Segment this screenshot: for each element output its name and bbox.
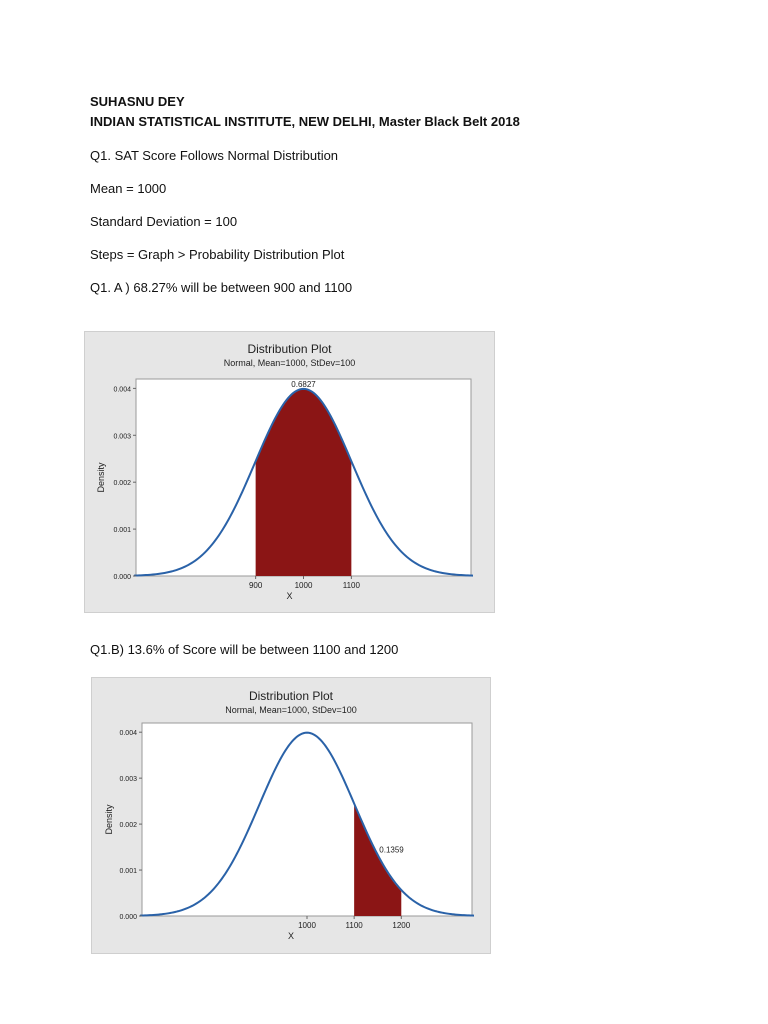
author-name: SUHASNU DEY — [90, 94, 185, 109]
std-dev-line: Standard Deviation = 100 — [90, 214, 238, 229]
affiliation: INDIAN STATISTICAL INSTITUTE, NEW DELHI, Master Black Belt 2018 — [90, 114, 520, 129]
x-axis-label: X — [287, 931, 295, 941]
mean-line: Mean = 1000 — [90, 181, 167, 196]
question-1: Q1. SAT Score Follows Normal Distribution — [90, 148, 339, 163]
plot-area — [142, 723, 472, 916]
probability-label: 0.6827 — [291, 379, 316, 389]
y-tick-label: 0.002 — [113, 480, 131, 488]
plot-subtitle: Normal, Mean=1000, StDev=100 — [225, 705, 357, 715]
distribution-plot-1 — [84, 331, 495, 613]
x-axis-label: X — [286, 591, 293, 601]
y-axis-label: Density — [96, 462, 106, 493]
y-tick-label: 0.000 — [119, 914, 137, 921]
x-tick-label: 1200 — [392, 921, 411, 930]
y-tick-label: 0.004 — [119, 730, 137, 738]
y-axis-label: Density — [104, 804, 114, 835]
x-tick-label: 1000 — [294, 581, 313, 590]
y-tick-label: 0.002 — [119, 822, 137, 830]
question-1b: Q1.B) 13.6% of Score will be between 1100 and 1200 — [90, 642, 399, 657]
question-1a: Q1. A ) 68.27% will be between 900 and 1100 — [90, 280, 353, 295]
x-tick-label: 1100 — [342, 581, 360, 590]
x-tick-label: 900 — [248, 581, 263, 590]
x-tick-label: 1000 — [298, 921, 316, 930]
plot-title: Distribution Plot — [248, 689, 334, 703]
x-tick-label: 1100 — [345, 921, 363, 930]
probability-label: 0.1359 — [379, 845, 404, 855]
y-tick-label: 0.003 — [113, 433, 131, 441]
distribution-plot-2 — [91, 677, 491, 954]
y-tick-label: 0.003 — [119, 776, 137, 784]
y-tick-label: 0.001 — [113, 527, 131, 535]
y-tick-label: 0.000 — [113, 574, 131, 581]
distribution-plot-2-svg — [92, 678, 490, 953]
y-tick-label: 0.004 — [113, 386, 131, 394]
steps-line: Steps = Graph > Probability Distribution Plot — [90, 247, 345, 262]
distribution-plot-1-svg — [85, 332, 494, 612]
plot-subtitle: Normal, Mean=1000, StDev=100 — [223, 358, 356, 368]
y-tick-label: 0.001 — [119, 868, 137, 876]
plot-title: Distribution Plot — [247, 342, 332, 356]
